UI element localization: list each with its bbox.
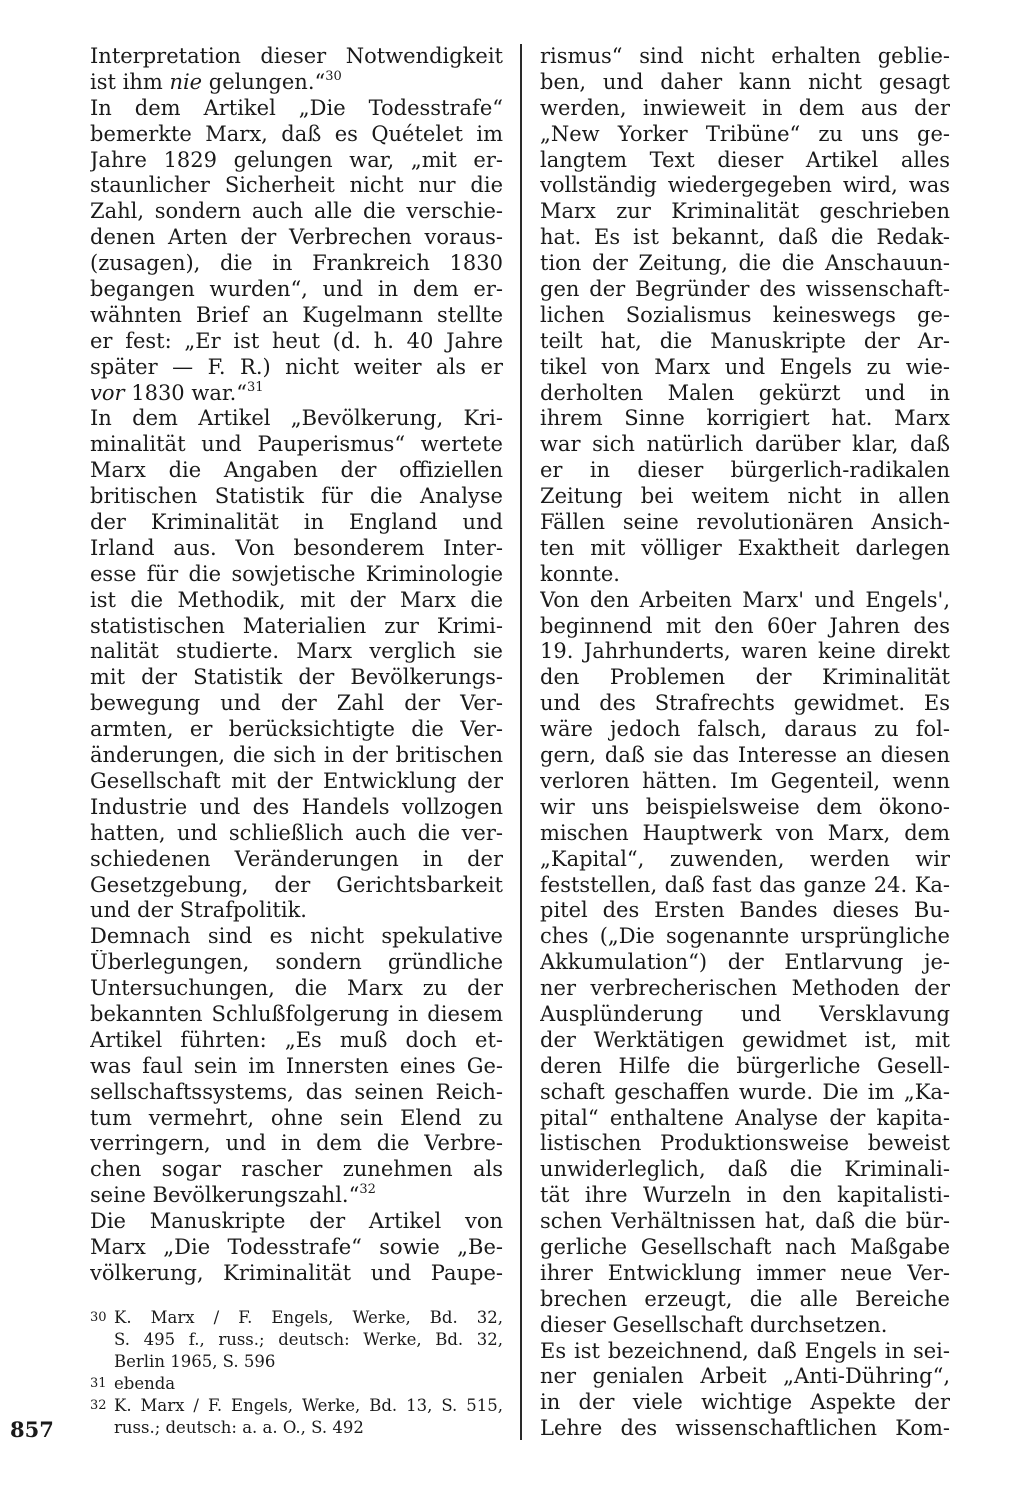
- text-line: tum vermehrt, ohne sein Elend zu: [90, 1105, 503, 1130]
- footnote-line: ebenda: [114, 1374, 176, 1393]
- text-line: der Kriminalität in England und: [90, 510, 503, 535]
- text-line: „New Yorker Tribüne“ zu uns ge-: [540, 121, 950, 146]
- text-line: tion der Zeitung, die die Anschauun-: [540, 251, 950, 276]
- text-line: ner genialen Arbeit „Anti-Dühring“,: [540, 1364, 950, 1389]
- text-line: Industrie und des Handels vollzogen: [90, 794, 503, 819]
- text-line: und des Strafrechts gewidmet. Es: [540, 691, 950, 716]
- footnote-line: K. Marx / F. Engels, Werke, Bd. 32,: [114, 1308, 503, 1327]
- text-line: teilt hat, die Manuskripte der Ar-: [540, 328, 950, 353]
- text-line: vollständig wiedergegeben wird, was: [540, 173, 950, 198]
- text-line: tät ihre Wurzeln in den kapitalisti-: [540, 1183, 950, 1208]
- text-line: Gesetzgebung, der Gerichtsbarkeit: [90, 872, 503, 897]
- right-text-column: [540, 44, 950, 1442]
- text-line: verloren hätten. Im Gegenteil, wenn: [540, 768, 950, 793]
- text-line: war sich natürlich darüber klar, daß: [540, 432, 950, 457]
- footnote-line: S. 495 f., russ.; deutsch: Werke, Bd. 32,: [114, 1330, 503, 1349]
- text-line: vor 1830 war.“$^{31}$: [90, 380, 264, 405]
- text-line: ben, und daher kann nicht gesagt: [540, 69, 950, 94]
- text-line: wir uns beispielsweise dem ökono-: [540, 794, 950, 819]
- footnote-number: 30: [90, 1310, 107, 1325]
- footnote-line: russ.; deutsch: a. a. O., S. 492: [114, 1418, 364, 1437]
- text-line: britischen Statistik für die Analyse: [90, 484, 503, 509]
- page-number: 857: [10, 1417, 54, 1442]
- text-line: bemerkte Marx, daß es Quételet im: [90, 121, 503, 146]
- text-line: seine Bevölkerungszahl.“$^{32}$: [90, 1183, 376, 1208]
- text-line: werden, inwieweit in dem aus der: [540, 95, 950, 120]
- text-line: hatten, und schließlich auch die ver-: [90, 820, 503, 845]
- footnote-number: 32: [90, 1398, 107, 1413]
- text-line: derholten Malen gekürzt und in: [540, 380, 950, 405]
- text-line: Artikel führten: „Es muß doch et-: [90, 1027, 503, 1052]
- text-line: armten, er berücksichtigte die Ver-: [90, 717, 503, 742]
- text-line: Zeitung bei weitem nicht in allen: [540, 484, 950, 509]
- text-line: den Problemen der Kriminalität: [540, 665, 950, 690]
- left-text-column: [90, 44, 503, 1287]
- text-line: esse für die sowjetische Kriminologie: [90, 561, 503, 586]
- text-line: wäre jedoch falsch, daraus zu fol-: [540, 717, 950, 742]
- text-line: feststellen, daß fast das ganze 24. Ka-: [540, 872, 950, 897]
- text-line: langtem Text dieser Artikel alles: [540, 147, 950, 172]
- footnote-number: 31: [90, 1376, 107, 1391]
- text-line: gerliche Gesellschaft nach Maßgabe: [540, 1234, 950, 1259]
- text-line: Irland aus. Von besonderem Inter-: [90, 535, 503, 560]
- text-line: er fest: „Er ist heut (d. h. 40 Jahre: [90, 328, 503, 353]
- text-line: änderungen, die sich in der britischen: [90, 743, 503, 768]
- text-line: (zusagen), die in Frankreich 1830: [90, 251, 503, 276]
- text-line: „Kapital“, zuwenden, werden wir: [540, 846, 950, 871]
- text-line: chen sogar rascher zunehmen als: [90, 1157, 503, 1182]
- text-line: er in dieser bürgerlich-radikalen: [540, 458, 950, 483]
- text-line: pital“ enthaltene Analyse der kapita-: [540, 1105, 950, 1130]
- text-line: Lehre des wissenschaftlichen Kom-: [540, 1416, 950, 1441]
- text-line: Es ist bezeichnend, daß Engels in sei-: [540, 1338, 950, 1363]
- text-line: ihrer Entwicklung immer neue Ver-: [540, 1260, 950, 1285]
- text-line: Überlegungen, sondern gründliche: [90, 950, 503, 975]
- text-line: ner verbrecherischen Methoden der: [540, 976, 950, 1001]
- text-line: Von den Arbeiten Marx' und Engels',: [540, 587, 950, 612]
- text-line: und der Strafpolitik.: [90, 898, 307, 923]
- text-line: mischen Hauptwerk von Marx, dem: [540, 820, 950, 845]
- text-line: bekannten Schlußfolgerung in diesem: [90, 1001, 503, 1026]
- text-line: Jahre 1829 gelungen war, „mit er-: [90, 147, 503, 172]
- text-line: Ausplünderung und Versklavung: [540, 1001, 950, 1026]
- text-line: später — F. R.) nicht weiter als er: [90, 354, 503, 379]
- text-line: bewegung und der Zahl der Ver-: [90, 691, 503, 716]
- text-line: schaft geschaffen wurde. Die im „Ka-: [540, 1079, 950, 1104]
- text-line: schiedenen Veränderungen in der: [90, 846, 503, 871]
- text-line: schen Verhältnissen hat, daß die bür-: [540, 1209, 950, 1234]
- footnote-line: K. Marx / F. Engels, Werke, Bd. 13, S. 515,: [114, 1396, 503, 1415]
- text-line: ist die Methodik, mit der Marx die: [90, 587, 503, 612]
- column-divider: [520, 44, 522, 1440]
- text-line: ten mit völliger Exaktheit darlegen: [540, 535, 950, 560]
- text-line: wähnten Brief an Kugelmann stellte: [90, 302, 503, 327]
- text-line: was faul sein im Innersten eines Ge-: [90, 1053, 503, 1078]
- text-line: gern, daß sie das Interesse an diesen: [540, 743, 950, 768]
- footnotes: [90, 1307, 503, 1439]
- footnote-ref: 30: [325, 69, 342, 84]
- footnote-ref: 31: [246, 380, 264, 395]
- text-line: mit der Statistik der Bevölkerungs-: [90, 665, 503, 690]
- footnote-text: [114, 1373, 503, 1395]
- text-line: Untersuchungen, die Marx zu der: [90, 976, 503, 1001]
- text-line: Marx die Angaben der offiziellen: [90, 458, 503, 483]
- footnote: [90, 1395, 503, 1439]
- text-line: Demnach sind es nicht spekulative: [90, 924, 503, 949]
- text-line: In dem Artikel „Bevölkerung, Kri-: [90, 406, 503, 431]
- text-line: listischen Produktionsweise beweist: [540, 1131, 950, 1156]
- text-line: rismus“ sind nicht erhalten geblie-: [540, 44, 950, 68]
- text-line: Marx zur Kriminalität geschrieben: [540, 199, 950, 224]
- text-line: statistischen Materialien zur Krimi-: [90, 613, 503, 638]
- text-line: der Werktätigen gewidmet ist, mit: [540, 1027, 950, 1052]
- text-line: ist ihm nie gelungen.“$^{30}$: [90, 69, 342, 94]
- text-line: sellschaftssystems, das seinen Reich-: [90, 1079, 503, 1104]
- text-line: pitel des Ersten Bandes dieses Bu-: [540, 898, 950, 923]
- footnote: [90, 1307, 503, 1373]
- text-line: nalität studierte. Marx verglich sie: [90, 639, 503, 664]
- text-line: Marx „Die Todesstrafe“ sowie „Be-: [90, 1234, 503, 1259]
- text-line: begangen wurden“, und in dem er-: [90, 277, 503, 302]
- text-line: Die Manuskripte der Artikel von: [90, 1209, 503, 1234]
- text-line: Akkumulation“) der Entlarvung je-: [540, 950, 950, 975]
- text-line: denen Arten der Verbrechen voraus-: [90, 225, 503, 250]
- text-line: ches („Die sogenannte ursprüngliche: [540, 924, 950, 949]
- text-line: minalität und Pauperismus“ wertete: [90, 432, 503, 457]
- text-line: In dem Artikel „Die Todesstrafe“: [90, 95, 503, 120]
- text-line: Gesellschaft mit der Entwicklung der: [90, 768, 503, 793]
- text-line: 19. Jahrhunderts, waren keine direkt: [540, 639, 950, 664]
- text-line: dieser Gesellschaft durchsetzen.: [540, 1312, 888, 1337]
- text-line: ihrem Sinne korrigiert hat. Marx: [540, 406, 950, 431]
- text-line: tikel von Marx und Engels zu wie-: [540, 354, 950, 379]
- footnote-line: Berlin 1965, S. 596: [114, 1352, 276, 1371]
- text-line: lichen Sozialismus keineswegs ge-: [540, 302, 950, 327]
- text-line: deren Hilfe die bürgerliche Gesell-: [540, 1053, 950, 1078]
- text-line: beginnend mit den 60er Jahren des: [540, 613, 950, 638]
- text-line: brechen erzeugt, die alle Bereiche: [540, 1286, 950, 1311]
- footnote-ref: 32: [359, 1183, 376, 1198]
- text-line: konnte.: [540, 561, 620, 586]
- text-line: staunlicher Sicherheit nicht nur die: [90, 173, 503, 198]
- text-line: Zahl, sondern auch alle die verschie-: [90, 199, 503, 224]
- text-line: völkerung, Kriminalität und Paupe-: [90, 1260, 503, 1285]
- text-line: Fällen seine revolutionären Ansich-: [540, 510, 950, 535]
- text-line: hat. Es ist bekannt, daß die Redak-: [540, 225, 950, 250]
- text-line: verringern, und in dem die Verbre-: [90, 1131, 503, 1156]
- text-line: gen der Begründer des wissenschaft-: [540, 277, 950, 302]
- footnote-text: [114, 1395, 503, 1439]
- text-line: in der viele wichtige Aspekte der: [540, 1390, 950, 1415]
- footnote-text: [114, 1307, 503, 1373]
- footnote: [90, 1373, 503, 1395]
- text-line: unwiderleglich, daß die Kriminali-: [540, 1157, 950, 1182]
- text-line: Interpretation dieser Notwendigkeit: [90, 44, 503, 68]
